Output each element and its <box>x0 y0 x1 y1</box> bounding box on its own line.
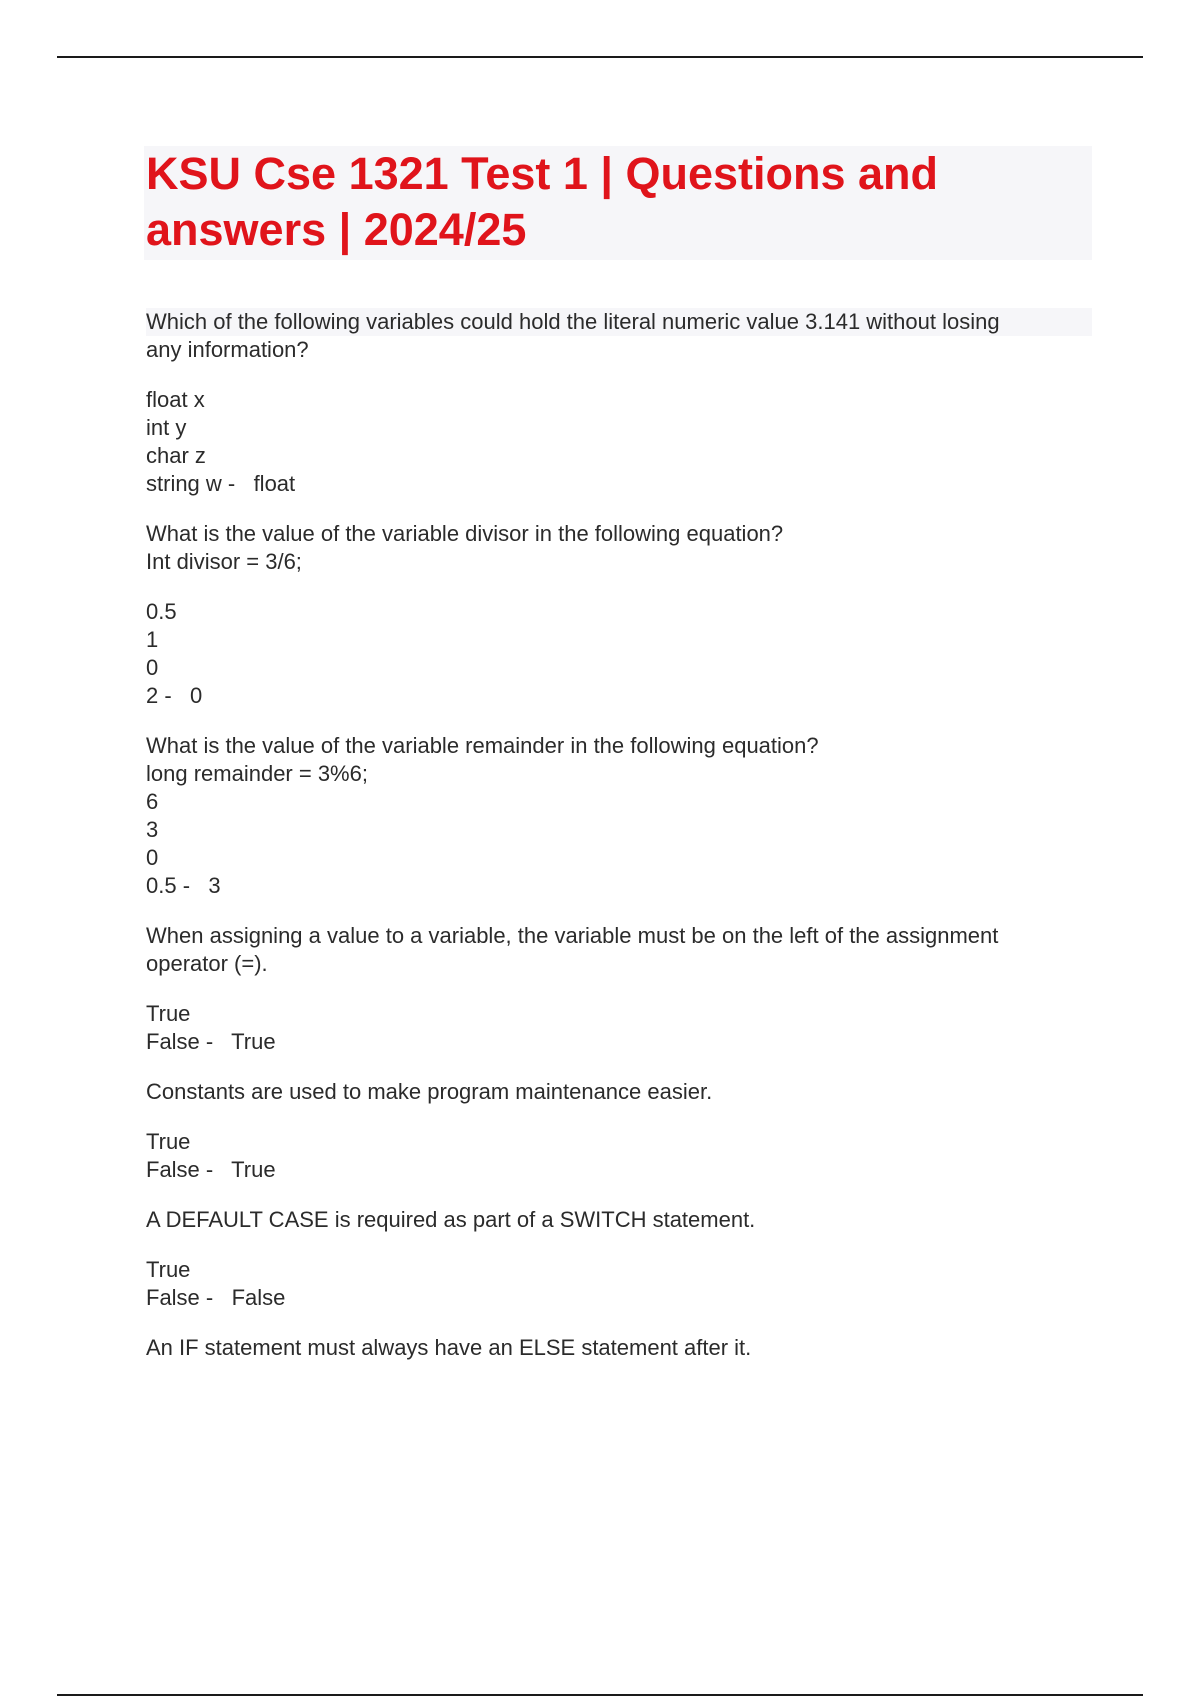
question-block <box>146 922 1092 1056</box>
page-content <box>146 146 1092 1362</box>
question-text: When assigning a value to a variable, the variable must be on the left of the assignment <box>146 923 999 948</box>
answer-option: 0.5 <box>146 599 177 624</box>
question-text: An IF statement must always have an ELSE statement after it. <box>146 1335 752 1360</box>
question-text: any information? <box>146 337 309 362</box>
question-block <box>146 1078 1092 1184</box>
answer-option-with-answer: string w - float <box>146 471 296 496</box>
bottom-divider <box>57 1694 1143 1696</box>
answer-option-with-answer: 0.5 - 3 <box>146 873 221 898</box>
answer-option: 6 <box>146 789 159 814</box>
question-text: Which of the following variables could hold the literal numeric value 3.141 without losing <box>146 308 1092 336</box>
question-text: A DEFAULT CASE is required as part of a SWITCH statement. <box>146 1207 756 1232</box>
answer-option: float x <box>146 387 205 412</box>
page-title: KSU Cse 1321 Test 1 | Questions and answers | 2024/25 <box>146 148 939 255</box>
answer-option-with-answer: False - True <box>146 1157 276 1182</box>
question-text: operator (=). <box>146 951 268 976</box>
answer-option: int y <box>146 415 187 440</box>
answer-option: 3 <box>146 817 159 842</box>
answer-option: True <box>146 1257 191 1282</box>
qa-list <box>146 308 1092 1362</box>
answer-option: 0 <box>146 655 159 680</box>
question-text: What is the value of the variable remainder in the following equation? <box>146 733 819 758</box>
answer-option-with-answer: 2 - 0 <box>146 683 203 708</box>
answer-option: 0 <box>146 845 159 870</box>
top-divider <box>57 56 1143 58</box>
question-block <box>146 308 1092 498</box>
answer-option: 1 <box>146 627 159 652</box>
title-block <box>144 146 1092 260</box>
question-block <box>146 1334 1092 1362</box>
answer-option: True <box>146 1129 191 1154</box>
question-block <box>146 520 1092 710</box>
question-text: What is the value of the variable divisor in the following equation? <box>146 521 784 546</box>
answer-option: char z <box>146 443 206 468</box>
question-text: long remainder = 3%6; <box>146 761 368 786</box>
question-block <box>146 732 1092 900</box>
question-block <box>146 1206 1092 1312</box>
answer-option-with-answer: False - False <box>146 1285 286 1310</box>
answer-option: True <box>146 1001 191 1026</box>
answer-option-with-answer: False - True <box>146 1029 276 1054</box>
question-text: Constants are used to make program maintenance easier. <box>146 1079 713 1104</box>
question-text: Int divisor = 3/6; <box>146 549 302 574</box>
